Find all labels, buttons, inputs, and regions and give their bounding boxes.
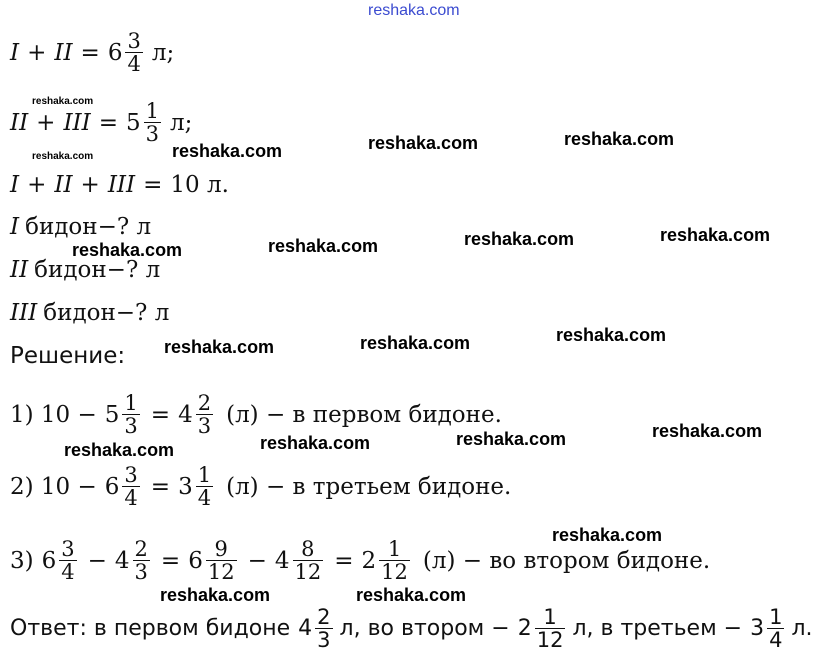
term: III (107, 172, 136, 198)
operator: − (87, 547, 107, 574)
unknown-text: бидон−? л (43, 300, 170, 326)
fraction: $\frac{2}{3}$ (317, 605, 331, 653)
operator: = (98, 109, 118, 136)
fraction: $\frac{3}{4}$ (61, 537, 75, 585)
watermark: reshaka.com (32, 96, 94, 107)
watermark: reshaka.com (556, 325, 667, 345)
step-tail: (л) − в первом бидоне. (226, 401, 502, 428)
unknown-text: бидон−? л (34, 257, 161, 283)
watermark: reshaka.com (660, 225, 771, 245)
unknown-1 (10, 214, 151, 240)
solution-label: Решение: (10, 343, 126, 369)
operator: + (80, 172, 100, 198)
watermark: reshaka.com (268, 236, 379, 256)
operator: = (143, 172, 163, 198)
answer-prefix: Ответ: в первом бидоне (10, 616, 291, 642)
step-1 (10, 392, 502, 437)
watermark: reshaka.com (356, 585, 467, 605)
answer-line (10, 606, 813, 651)
term: III (63, 109, 91, 136)
fraction: $\frac{1}{4}$ (769, 605, 783, 653)
term: II (10, 109, 29, 136)
fraction: $\frac{2}{3}$ (134, 537, 148, 585)
operator: = (150, 401, 171, 428)
unknown-text: бидон−? л (25, 214, 152, 240)
operator: = (334, 547, 354, 574)
given-equation-2 (10, 100, 192, 145)
unknown-2 (10, 257, 160, 283)
step-label: 1) 10 − (10, 401, 97, 428)
watermark: reshaka.com (32, 151, 94, 162)
site-header-link[interactable]: reshaka.com (368, 2, 460, 19)
step-tail: (л) − в третьем бидоне. (226, 473, 512, 500)
fraction: $\frac{3}{4}$ (124, 463, 138, 511)
roman: I (10, 214, 20, 240)
roman: III (10, 300, 38, 326)
watermark: reshaka.com (564, 129, 675, 149)
watermark: reshaka.com (464, 229, 575, 249)
step-2 (10, 464, 511, 509)
answer-mid: л, во втором − (339, 616, 510, 642)
whole: 3 (750, 616, 765, 642)
unit: л; (170, 109, 193, 136)
whole: 4 (114, 547, 130, 574)
watermark: reshaka.com (652, 421, 763, 441)
fraction: $\frac{8}{12}$ (294, 537, 322, 585)
operator: + (36, 109, 56, 136)
whole: 2 (361, 547, 377, 574)
fraction: $\frac{1}{3}$ (145, 99, 160, 147)
term: II (54, 172, 73, 198)
operator: + (27, 39, 47, 66)
step-label: 3) (10, 547, 34, 574)
whole: 6 (188, 547, 203, 574)
answer-mid: л, в третьем − (572, 616, 743, 642)
watermark: reshaka.com (64, 440, 175, 460)
step-label: 2) 10 − (10, 473, 97, 500)
term: II (54, 39, 73, 66)
operator: = (150, 473, 171, 500)
operator: − (247, 547, 267, 574)
whole: 6 (107, 39, 123, 66)
operator: = (80, 39, 100, 66)
whole: 5 (104, 401, 120, 428)
whole: 2 (517, 616, 532, 642)
watermark: reshaka.com (160, 585, 271, 605)
fraction: $\frac{1}{12}$ (536, 605, 564, 653)
fraction: $\frac{1}{3}$ (124, 391, 138, 439)
whole: 6 (104, 473, 120, 500)
term: I (10, 39, 20, 66)
step-3 (10, 538, 710, 583)
roman: II (10, 257, 29, 283)
given-equation-1 (10, 30, 174, 75)
value: 10 л. (170, 172, 229, 198)
watermark: reshaka.com (456, 429, 567, 449)
watermark: reshaka.com (260, 433, 371, 453)
fraction: $\frac{1}{4}$ (197, 463, 212, 511)
watermark: reshaka.com (72, 240, 183, 260)
whole: 4 (274, 547, 290, 574)
operator: + (27, 172, 47, 198)
whole: 3 (178, 473, 193, 500)
whole: 5 (126, 109, 141, 136)
unit: л; (151, 39, 175, 66)
whole: 4 (298, 616, 313, 642)
fraction: $\frac{9}{12}$ (207, 537, 235, 585)
term: I (10, 172, 20, 198)
operator: = (160, 547, 181, 574)
fraction: $\frac{3}{4}$ (127, 29, 141, 77)
unknown-3 (10, 300, 169, 326)
fraction: $\frac{1}{12}$ (381, 537, 408, 585)
given-equation-3 (10, 172, 229, 198)
watermark: reshaka.com (360, 333, 471, 353)
watermark: reshaka.com (164, 337, 275, 357)
watermark: reshaka.com (172, 141, 283, 161)
step-tail: (л) − во втором бидоне. (422, 547, 711, 574)
answer-end: л. (791, 616, 813, 642)
whole: 6 (41, 547, 57, 574)
watermark: reshaka.com (552, 525, 663, 545)
whole: 4 (178, 401, 193, 428)
watermark: reshaka.com (368, 133, 479, 153)
fraction: $\frac{2}{3}$ (197, 391, 212, 439)
